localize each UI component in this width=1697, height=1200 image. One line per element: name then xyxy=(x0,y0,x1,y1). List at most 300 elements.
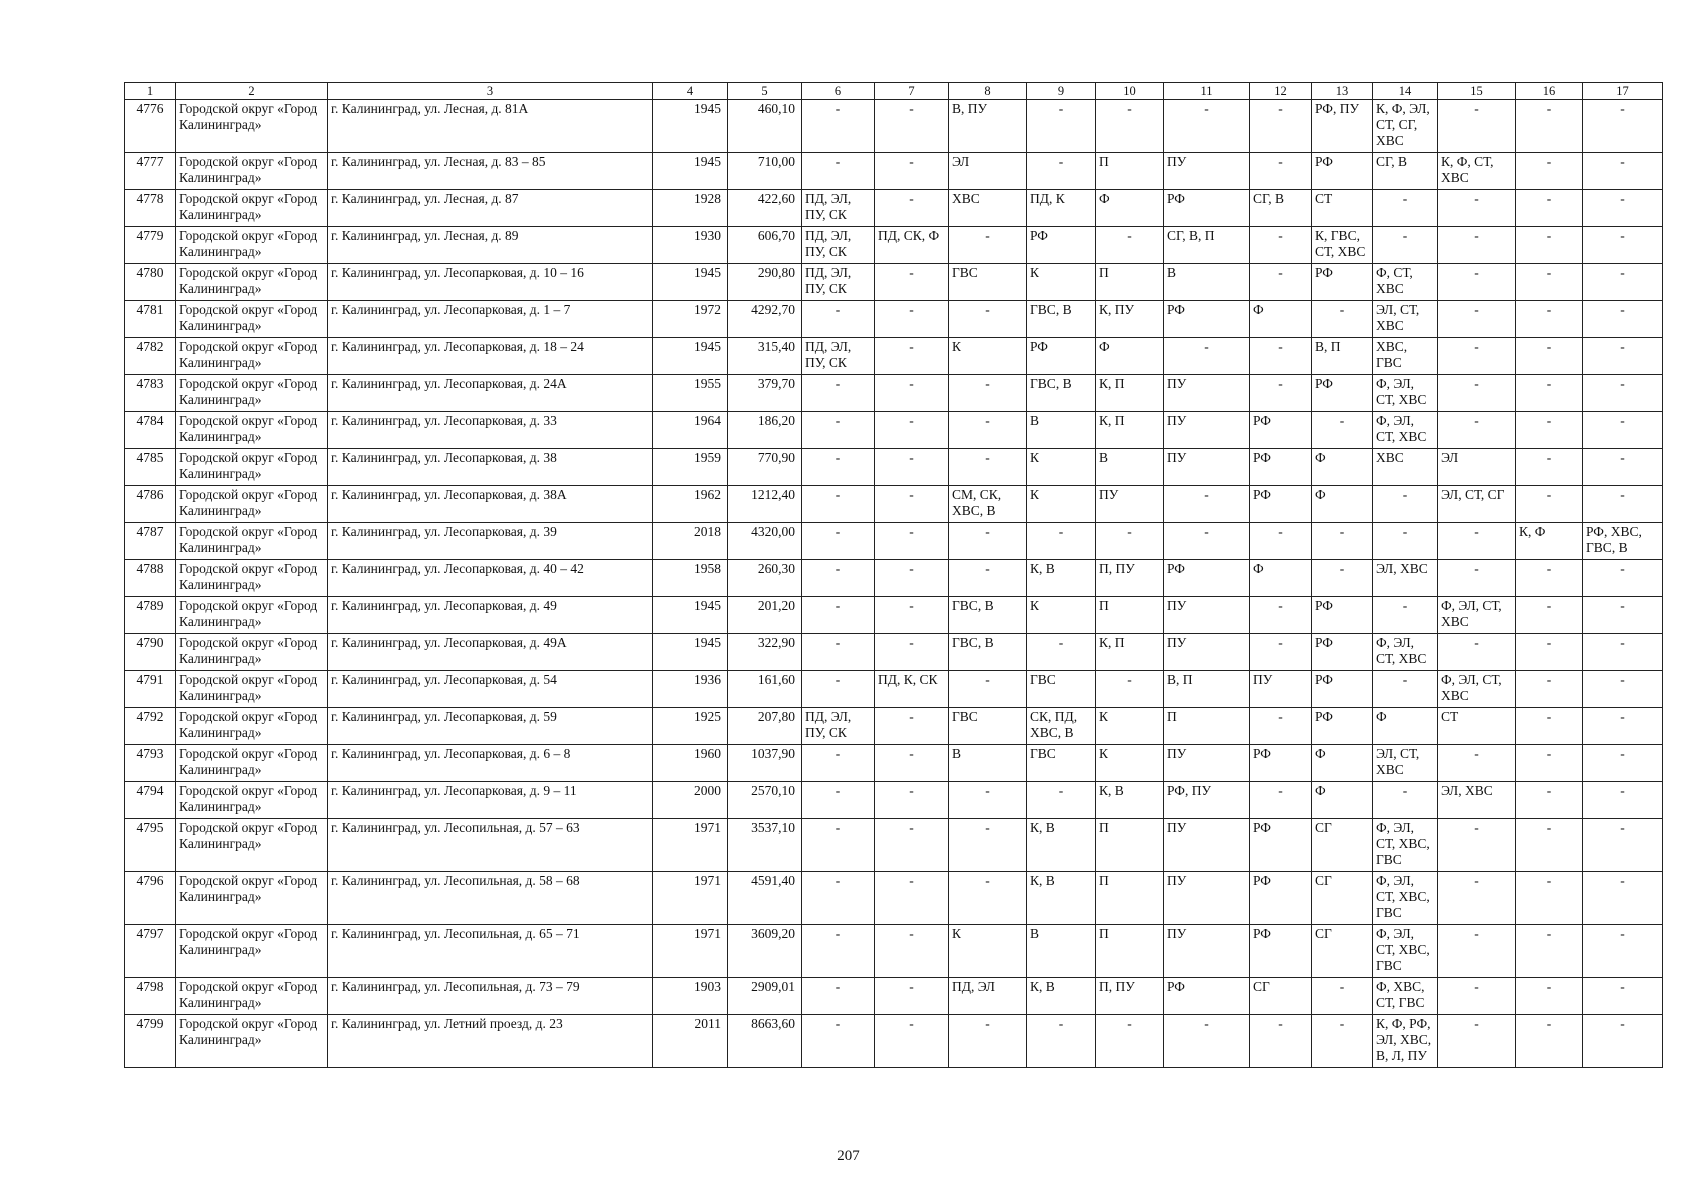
table-cell: - xyxy=(1516,486,1583,523)
table-cell: - xyxy=(1312,560,1373,597)
table-cell: - xyxy=(1373,227,1438,264)
table-cell: - xyxy=(875,100,949,153)
table-cell: - xyxy=(1438,1015,1516,1068)
table-cell: П xyxy=(1096,597,1164,634)
table-cell: - xyxy=(1583,671,1663,708)
table-cell: - xyxy=(1583,153,1663,190)
table-cell: - xyxy=(875,449,949,486)
table-cell: г. Калининград, ул. Лесопарковая, д. 33 xyxy=(328,412,653,449)
table-cell: - xyxy=(1516,925,1583,978)
table-cell: П xyxy=(1096,264,1164,301)
table-cell: - xyxy=(875,560,949,597)
table-cell: РФ xyxy=(1312,634,1373,671)
table-cell: РФ xyxy=(1250,819,1312,872)
table-cell: - xyxy=(875,301,949,338)
table-cell: - xyxy=(1583,560,1663,597)
table-row xyxy=(125,671,1663,708)
table-cell: К, В xyxy=(1027,560,1096,597)
table-cell: - xyxy=(802,1015,875,1068)
table-cell: 1945 xyxy=(653,634,728,671)
table-cell: 1930 xyxy=(653,227,728,264)
table-cell: - xyxy=(802,671,875,708)
table-cell: - xyxy=(949,523,1027,560)
table-cell: - xyxy=(1438,560,1516,597)
table-cell: РФ xyxy=(1164,560,1250,597)
table-cell: 4787 xyxy=(125,523,176,560)
table-cell: Городской округ «Город Калининград» xyxy=(176,1015,328,1068)
table-cell: 606,70 xyxy=(728,227,802,264)
table-cell: ПУ xyxy=(1164,597,1250,634)
table-cell: - xyxy=(1583,338,1663,375)
table-cell: - xyxy=(875,597,949,634)
table-cell: - xyxy=(1250,708,1312,745)
table-cell: - xyxy=(802,449,875,486)
table-cell: 4795 xyxy=(125,819,176,872)
table-cell: Городской округ «Город Калининград» xyxy=(176,523,328,560)
table-cell: К, В xyxy=(1096,782,1164,819)
table-cell: 4292,70 xyxy=(728,301,802,338)
table-cell: К, П xyxy=(1096,412,1164,449)
table-cell: П xyxy=(1096,872,1164,925)
table-cell: 1936 xyxy=(653,671,728,708)
column-number-14: 14 xyxy=(1373,83,1438,100)
table-cell: К, В xyxy=(1027,819,1096,872)
table-cell: ЭЛ, ХВС xyxy=(1373,560,1438,597)
table-cell: - xyxy=(1516,338,1583,375)
column-number-11: 11 xyxy=(1164,83,1250,100)
table-cell: - xyxy=(1583,708,1663,745)
table-cell: ГВС xyxy=(1027,671,1096,708)
table-cell: Ф xyxy=(1250,301,1312,338)
table-cell: - xyxy=(1438,412,1516,449)
table-cell: 710,00 xyxy=(728,153,802,190)
table-row xyxy=(125,819,1663,872)
column-number-1: 1 xyxy=(125,83,176,100)
table-cell: Ф, ХВС, СТ, ГВС xyxy=(1373,978,1438,1015)
table-cell: - xyxy=(1516,153,1583,190)
table-cell: Ф, ЭЛ, СТ, ХВС xyxy=(1438,597,1516,634)
table-cell: - xyxy=(1164,100,1250,153)
table-cell: 4796 xyxy=(125,872,176,925)
table-cell: - xyxy=(949,872,1027,925)
table-cell: - xyxy=(949,671,1027,708)
table-row xyxy=(125,227,1663,264)
table-cell: СГ xyxy=(1250,978,1312,1015)
table-cell: Городской округ «Город Калининград» xyxy=(176,338,328,375)
table-cell: г. Калининград, ул. Лесопильная, д. 65 – 71 xyxy=(328,925,653,978)
table-cell: - xyxy=(1583,819,1663,872)
table-cell: г. Калининград, ул. Лесопарковая, д. 6 – 8 xyxy=(328,745,653,782)
table-cell: ЭЛ, ХВС xyxy=(1438,782,1516,819)
table-cell: г. Калининград, ул. Лесопарковая, д. 9 – 11 xyxy=(328,782,653,819)
table-cell: 1955 xyxy=(653,375,728,412)
table-cell: 4779 xyxy=(125,227,176,264)
table-cell: РФ xyxy=(1312,671,1373,708)
table-cell: - xyxy=(1438,523,1516,560)
table-cell: - xyxy=(1583,190,1663,227)
table-cell: Ф xyxy=(1373,708,1438,745)
table-cell: Городской округ «Город Калининград» xyxy=(176,100,328,153)
table-cell: - xyxy=(1250,264,1312,301)
table-cell: - xyxy=(1438,634,1516,671)
table-cell: г. Калининград, ул. Лесопарковая, д. 39 xyxy=(328,523,653,560)
table-cell: - xyxy=(1250,100,1312,153)
table-cell: - xyxy=(1027,153,1096,190)
table-cell: - xyxy=(1373,782,1438,819)
table-cell: - xyxy=(949,449,1027,486)
table-row xyxy=(125,190,1663,227)
table-cell: - xyxy=(875,338,949,375)
table-cell: - xyxy=(875,978,949,1015)
table-cell: РФ xyxy=(1250,449,1312,486)
table-cell: СГ, В xyxy=(1250,190,1312,227)
table-cell: г. Калининград, ул. Лесная, д. 81А xyxy=(328,100,653,153)
table-cell: Ф, ЭЛ, СТ, ХВС, ГВС xyxy=(1373,872,1438,925)
table-cell: - xyxy=(1096,100,1164,153)
table-cell: К xyxy=(949,338,1027,375)
table-cell: ПУ xyxy=(1164,375,1250,412)
table-cell: - xyxy=(875,708,949,745)
table-cell: Городской округ «Город Калининград» xyxy=(176,872,328,925)
table-cell: К, Ф, РФ, ЭЛ, ХВС, В, Л, ПУ xyxy=(1373,1015,1438,1068)
table-cell: - xyxy=(1250,153,1312,190)
table-cell: Городской округ «Город Калининград» xyxy=(176,375,328,412)
table-cell: - xyxy=(1583,925,1663,978)
table-cell: К, П xyxy=(1096,634,1164,671)
table-cell: В, П xyxy=(1164,671,1250,708)
table-cell: РФ xyxy=(1027,227,1096,264)
table-cell: - xyxy=(1096,671,1164,708)
table-cell: РФ xyxy=(1312,153,1373,190)
table-cell: 4778 xyxy=(125,190,176,227)
table-cell: - xyxy=(1516,782,1583,819)
table-cell: К, Ф, СТ, ХВС xyxy=(1438,153,1516,190)
table-cell: 322,90 xyxy=(728,634,802,671)
table-cell: РФ, ПУ xyxy=(1312,100,1373,153)
table-cell: СМ, СК, ХВС, В xyxy=(949,486,1027,523)
table-cell: - xyxy=(1438,375,1516,412)
table-cell: г. Калининград, ул. Лесопарковая, д. 38А xyxy=(328,486,653,523)
table-cell: 379,70 xyxy=(728,375,802,412)
table-row xyxy=(125,782,1663,819)
table-cell: - xyxy=(1438,872,1516,925)
table-cell: - xyxy=(1250,1015,1312,1068)
table-cell: ХВС, ГВС xyxy=(1373,338,1438,375)
table-cell: Городской округ «Город Калининград» xyxy=(176,227,328,264)
table-cell: РФ xyxy=(1312,597,1373,634)
table-cell: К, В xyxy=(1027,978,1096,1015)
table-cell: 422,60 xyxy=(728,190,802,227)
table-cell: - xyxy=(949,375,1027,412)
table-cell: 4793 xyxy=(125,745,176,782)
table-cell: 1960 xyxy=(653,745,728,782)
table-cell: - xyxy=(1096,523,1164,560)
table-cell: 4791 xyxy=(125,671,176,708)
table-cell: Городской округ «Город Калининград» xyxy=(176,560,328,597)
table-cell: - xyxy=(949,301,1027,338)
column-number-15: 15 xyxy=(1438,83,1516,100)
table-cell: Ф, ЭЛ, СТ, ХВС xyxy=(1373,412,1438,449)
table-cell: П, ПУ xyxy=(1096,560,1164,597)
table-cell: - xyxy=(1027,634,1096,671)
table-cell: - xyxy=(1164,338,1250,375)
table-cell: ПУ xyxy=(1250,671,1312,708)
table-cell: 4786 xyxy=(125,486,176,523)
table-cell: В xyxy=(1027,412,1096,449)
table-cell: г. Калининград, ул. Лесная, д. 83 – 85 xyxy=(328,153,653,190)
table-row xyxy=(125,978,1663,1015)
table-cell: В, П xyxy=(1312,338,1373,375)
table-row xyxy=(125,745,1663,782)
column-number-6: 6 xyxy=(802,83,875,100)
table-cell: - xyxy=(875,264,949,301)
table-cell: 4783 xyxy=(125,375,176,412)
table-cell: 2000 xyxy=(653,782,728,819)
table-cell: - xyxy=(1583,449,1663,486)
table-cell: К, Ф, ЭЛ, СТ, СГ, ХВС xyxy=(1373,100,1438,153)
table-cell: - xyxy=(1164,523,1250,560)
table-cell: - xyxy=(875,634,949,671)
table-cell: Городской округ «Город Калининград» xyxy=(176,978,328,1015)
table-cell: 1928 xyxy=(653,190,728,227)
table-cell: 1037,90 xyxy=(728,745,802,782)
table-cell: Городской округ «Город Калининград» xyxy=(176,449,328,486)
table-cell: - xyxy=(1516,560,1583,597)
table-cell: - xyxy=(1373,523,1438,560)
table-cell: ПУ xyxy=(1096,486,1164,523)
table-cell: - xyxy=(875,153,949,190)
table-cell: - xyxy=(1373,597,1438,634)
table-cell: - xyxy=(1516,1015,1583,1068)
table-cell: - xyxy=(875,486,949,523)
table-cell: 4797 xyxy=(125,925,176,978)
table-cell: 161,60 xyxy=(728,671,802,708)
table-cell: - xyxy=(1583,375,1663,412)
table-cell: - xyxy=(875,819,949,872)
table-cell: СГ, В, П xyxy=(1164,227,1250,264)
table-cell: - xyxy=(1583,1015,1663,1068)
table-cell: - xyxy=(1516,597,1583,634)
table-cell: - xyxy=(1583,264,1663,301)
table-cell: ГВС, В xyxy=(1027,301,1096,338)
column-number-2: 2 xyxy=(176,83,328,100)
table-cell: 4788 xyxy=(125,560,176,597)
table-cell: - xyxy=(875,375,949,412)
table-cell: 4798 xyxy=(125,978,176,1015)
table-cell: Городской округ «Город Калининград» xyxy=(176,745,328,782)
table-cell: Ф xyxy=(1312,449,1373,486)
table-cell: РФ xyxy=(1164,190,1250,227)
table-cell: П xyxy=(1164,708,1250,745)
table-cell: - xyxy=(1516,301,1583,338)
table-cell: - xyxy=(1250,597,1312,634)
column-number-9: 9 xyxy=(1027,83,1096,100)
table-cell: - xyxy=(1516,227,1583,264)
table-cell: СГ xyxy=(1312,872,1373,925)
table-cell: г. Калининград, ул. Лесопарковая, д. 18 – 24 xyxy=(328,338,653,375)
table-cell: - xyxy=(802,872,875,925)
table-cell: 315,40 xyxy=(728,338,802,375)
table-cell: П, ПУ xyxy=(1096,978,1164,1015)
table-body xyxy=(125,100,1663,1068)
table-cell: - xyxy=(1583,978,1663,1015)
table-cell: РФ, ХВС, ГВС, В xyxy=(1583,523,1663,560)
table-cell: - xyxy=(875,412,949,449)
table-cell: РФ xyxy=(1164,978,1250,1015)
table-cell: Ф, ЭЛ, СТ, ХВС xyxy=(1373,634,1438,671)
table-cell: РФ xyxy=(1250,486,1312,523)
table-cell: П xyxy=(1096,925,1164,978)
table-cell: 4780 xyxy=(125,264,176,301)
table-cell: 4785 xyxy=(125,449,176,486)
table-cell: К xyxy=(1096,708,1164,745)
table-cell: Городской округ «Город Калининград» xyxy=(176,412,328,449)
table-cell: - xyxy=(1516,264,1583,301)
table-cell: Городской округ «Город Калининград» xyxy=(176,925,328,978)
table-cell: - xyxy=(1096,1015,1164,1068)
table-cell: - xyxy=(1516,375,1583,412)
table-cell: - xyxy=(1583,597,1663,634)
page-number: 207 xyxy=(837,1148,860,1164)
table-cell: Городской округ «Город Калининград» xyxy=(176,190,328,227)
table-cell: - xyxy=(1373,190,1438,227)
table-cell: - xyxy=(875,1015,949,1068)
table-cell: - xyxy=(802,375,875,412)
table-cell: 1945 xyxy=(653,100,728,153)
table-cell: - xyxy=(1516,671,1583,708)
table-cell: г. Калининград, ул. Лесопарковая, д. 54 xyxy=(328,671,653,708)
header-row xyxy=(125,83,1663,100)
table-cell: 186,20 xyxy=(728,412,802,449)
table-cell: ГВС xyxy=(949,264,1027,301)
table-cell: - xyxy=(802,819,875,872)
table-cell: - xyxy=(802,301,875,338)
table-cell: г. Калининград, ул. Летний проезд, д. 23 xyxy=(328,1015,653,1068)
table-cell: ЭЛ xyxy=(949,153,1027,190)
table-cell: РФ xyxy=(1250,745,1312,782)
table-row xyxy=(125,338,1663,375)
table-cell: В, ПУ xyxy=(949,100,1027,153)
table-cell: - xyxy=(1438,100,1516,153)
table-cell: ПД, ЭЛ, ПУ, СК xyxy=(802,338,875,375)
table-cell: - xyxy=(1516,708,1583,745)
table-cell: ПД, К xyxy=(1027,190,1096,227)
table-row xyxy=(125,872,1663,925)
table-cell: К xyxy=(1096,745,1164,782)
table-cell: Ф, СТ, ХВС xyxy=(1373,264,1438,301)
table-cell: 2018 xyxy=(653,523,728,560)
table-cell: ПД, ЭЛ xyxy=(949,978,1027,1015)
table-cell: 1972 xyxy=(653,301,728,338)
table-cell: 1964 xyxy=(653,412,728,449)
table-row xyxy=(125,634,1663,671)
table-cell: - xyxy=(802,523,875,560)
table-cell: 1903 xyxy=(653,978,728,1015)
table-cell: 1962 xyxy=(653,486,728,523)
table-cell: г. Калининград, ул. Лесопильная, д. 73 – 79 xyxy=(328,978,653,1015)
table-cell: - xyxy=(1164,486,1250,523)
table-row xyxy=(125,153,1663,190)
table-cell: - xyxy=(1312,978,1373,1015)
table-cell: г. Калининград, ул. Лесопарковая, д. 40 – 42 xyxy=(328,560,653,597)
table-row xyxy=(125,708,1663,745)
table-cell: ГВС, В xyxy=(949,634,1027,671)
column-number-13: 13 xyxy=(1312,83,1373,100)
table-cell: г. Калининград, ул. Лесопарковая, д. 38 xyxy=(328,449,653,486)
table-cell: ПД, ЭЛ, ПУ, СК xyxy=(802,190,875,227)
table-cell: - xyxy=(1096,227,1164,264)
table-cell: 4790 xyxy=(125,634,176,671)
table-cell: К, Ф xyxy=(1516,523,1583,560)
table-cell: - xyxy=(1312,1015,1373,1068)
table-cell: ПУ xyxy=(1164,153,1250,190)
table-cell: - xyxy=(949,560,1027,597)
table-cell: Ф, ЭЛ, СТ, ХВС xyxy=(1373,375,1438,412)
table-cell: - xyxy=(802,100,875,153)
table-cell: К xyxy=(1027,486,1096,523)
table-cell: - xyxy=(1312,412,1373,449)
table-cell: г. Калининград, ул. Лесопарковая, д. 59 xyxy=(328,708,653,745)
table-cell: - xyxy=(1583,634,1663,671)
table-cell: - xyxy=(1250,338,1312,375)
table-cell: РФ xyxy=(1312,708,1373,745)
table-cell: - xyxy=(802,412,875,449)
table-cell: ГВС xyxy=(1027,745,1096,782)
table-cell: Ф, ЭЛ, СТ, ХВС, ГВС xyxy=(1373,819,1438,872)
column-number-3: 3 xyxy=(328,83,653,100)
table-cell: К xyxy=(949,925,1027,978)
table-cell: - xyxy=(1164,1015,1250,1068)
table-cell: - xyxy=(1438,819,1516,872)
table-cell: СГ xyxy=(1312,819,1373,872)
table-cell: Городской округ «Город Калининград» xyxy=(176,671,328,708)
table-cell: - xyxy=(1312,523,1373,560)
table-cell: В xyxy=(1027,925,1096,978)
table-row xyxy=(125,560,1663,597)
table-cell: ГВС, В xyxy=(949,597,1027,634)
table-cell: ЭЛ xyxy=(1438,449,1516,486)
table-cell: РФ xyxy=(1250,925,1312,978)
table-row xyxy=(125,301,1663,338)
table-cell: 1925 xyxy=(653,708,728,745)
table-cell: ХВС xyxy=(1373,449,1438,486)
column-number-7: 7 xyxy=(875,83,949,100)
table-cell: 260,30 xyxy=(728,560,802,597)
table-cell: ПД, ЭЛ, ПУ, СК xyxy=(802,227,875,264)
table-cell: - xyxy=(1583,412,1663,449)
table-cell: Городской округ «Город Калининград» xyxy=(176,301,328,338)
table-cell: - xyxy=(949,227,1027,264)
table-cell: - xyxy=(1250,634,1312,671)
table-cell: - xyxy=(802,634,875,671)
table-cell: - xyxy=(1027,100,1096,153)
table-row xyxy=(125,375,1663,412)
table-cell: - xyxy=(875,523,949,560)
table-cell: - xyxy=(1583,872,1663,925)
table-cell: РФ xyxy=(1312,375,1373,412)
table-row xyxy=(125,412,1663,449)
table-cell: - xyxy=(1027,782,1096,819)
table-cell: 4777 xyxy=(125,153,176,190)
table-cell: ПУ xyxy=(1164,745,1250,782)
table-cell: г. Калининград, ул. Лесопильная, д. 57 – 63 xyxy=(328,819,653,872)
column-number-4: 4 xyxy=(653,83,728,100)
table-cell: - xyxy=(802,782,875,819)
table-cell: 201,20 xyxy=(728,597,802,634)
table-cell: СГ, В xyxy=(1373,153,1438,190)
table-cell: К, В xyxy=(1027,872,1096,925)
table-cell: 1971 xyxy=(653,819,728,872)
